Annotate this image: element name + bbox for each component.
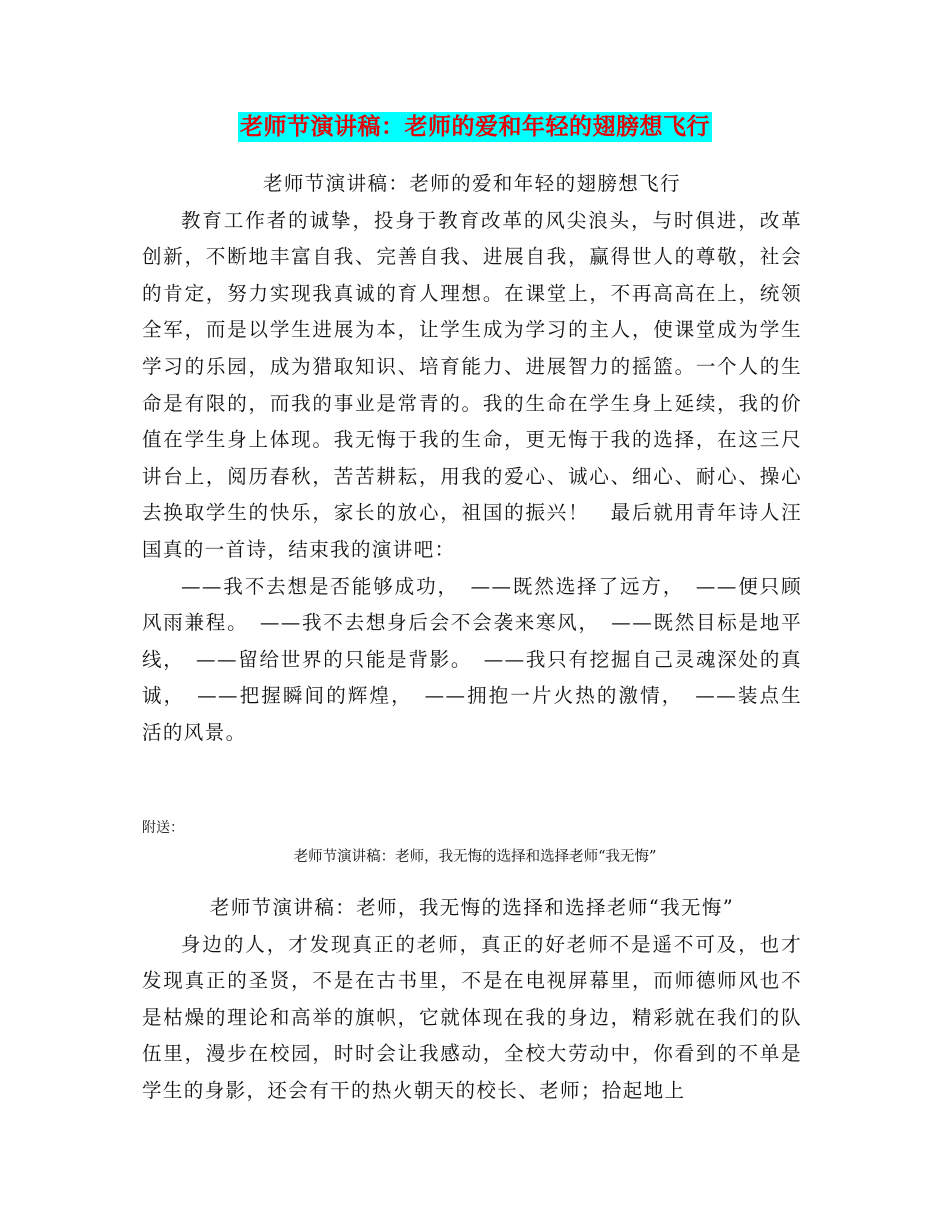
addendum-title: 老师节演讲稿：老师，我无悔的选择和选择老师“我无悔” (293, 849, 657, 865)
document-title: 老师节演讲稿：老师的爱和年轻的翅膀想飞行 (240, 113, 710, 140)
speech-body (142, 166, 802, 752)
addendum-label: 附送： (142, 820, 184, 836)
addendum-paragraph: 身边的人，才发现真正的老师，真正的好老师不是遥不可及，也才发现真正的圣贤，不是在古书里，不是在电视屏幕里，而师德师风也不是枯燥的理论和高举的旗帜，它就体现在我的身边，精彩就在我们的队伍里，漫步在校园，时时会让我感动，全校大劳动中，你看到的不单是学生的身影，还会有干的热火朝天的校长、老师；拾起地上 (142, 932, 802, 1102)
speech-paragraph: 教育工作者的诚挚，投身于教育改革的风尖浪头，与时俱进，改革创新，不断地丰富自我、完善自我、进展自我，赢得世人的尊敬，社会的肯定，努力实现我真诚的育人理想。在课堂上，不再高高在上，统领全军，而是以学生进展为本，让学生成为学习的主人，使课堂成为学生学习的乐园，成为猎取知识、培育能力、进展智力的摇篮。一个人的生命是有限的，而我的事业是常青的。我的生命在学生身上延续，我的价值在学生身上体现。我无悔于我的生命，更无悔于我的选择，在这三尺讲台上，阅历春秋，苦苦耕耘，用我的爱心、诚心、细心、耐心、操心去换取学生的快乐，家长的放心，祖国的振兴！ 最后就用青年诗人汪国真的一首诗，结束我的演讲吧： (142, 208, 802, 561)
title-container (0, 112, 950, 142)
poem-paragraph: ——我不去想是否能够成功， ——既然选择了远方， ——便只顾风雨兼程。 ——我不去想身后会不会袭来寒风， ——既然目标是地平线， ——留给世界的只能是背影。 ——我只有挖掘自己灵魂深处的真诚， ——把握瞬间的辉煌， ——拥抱一片火热的激情， ——装点生活的风景。 (142, 574, 802, 744)
addendum-body (142, 890, 802, 1110)
addendum-subtitle: 老师节演讲稿：老师，我无悔的选择和选择老师“我无悔” (209, 896, 735, 919)
speech-subtitle: 老师节演讲稿：老师的爱和年轻的翅膀想飞行 (262, 172, 681, 195)
